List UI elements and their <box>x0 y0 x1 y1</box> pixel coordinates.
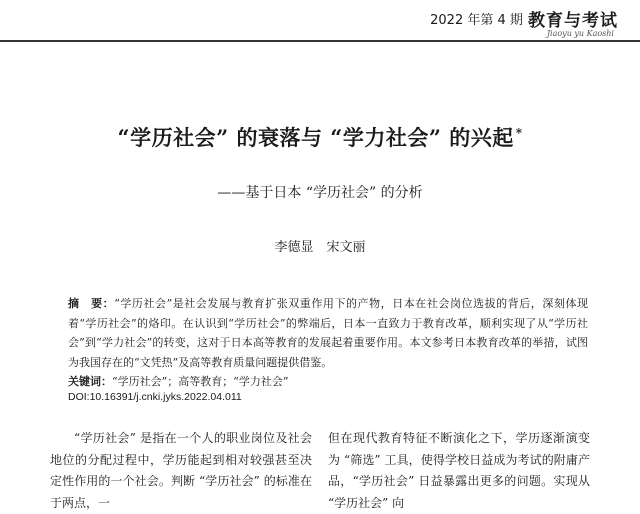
keywords-text: “学历社会”；高等教育；“学力社会” <box>112 375 289 388</box>
title-footnote-mark: * <box>515 126 523 140</box>
issue-number: 2022 年第 4 期 <box>430 13 523 28</box>
journal-header <box>430 6 618 38</box>
article-title <box>0 122 640 152</box>
journal-pinyin: Jiaoyu yu Kaoshi <box>546 29 614 38</box>
header-rule <box>0 40 640 42</box>
abstract-label: 摘 要： <box>68 297 115 310</box>
keywords <box>68 372 588 391</box>
body-column-left: “学历社会” 是指在一个人的职业岗位及社会地位的分配过程中，学历能起到相对较强甚至决定性作用的一个社会。判断 “学历社会” 的标准在于两点，一 <box>50 431 312 510</box>
keywords-label: 关键词： <box>68 375 112 388</box>
article-subtitle: ——基于日本 “学历社会” 的分析 <box>217 185 423 201</box>
author-list: 李德显 宋文丽 <box>274 240 366 255</box>
doi: DOI:10.16391/j.cnki.jyks.2022.04.011 <box>68 391 242 403</box>
abstract-text: “学历社会”是社会发展与教育扩张双重作用下的产物，日本在社会岗位选拔的背后，深刻体现着“学历社会”的烙印。在认识到“学历社会”的弊端后，日本一直致力于教育改革，顺利实现了从“学历社会”到“学力社会”的转变，这对于日本高等教育的发展起着重要作用。本文参考日本教育改革的举措，试图为我国存在的“文凭热”及高等教育质量问题提供借鉴。 <box>68 297 588 369</box>
article-title-text: “学历社会” 的衰落与 “学力社会” 的兴起 <box>117 125 514 150</box>
abstract <box>68 294 588 372</box>
body-column-right: 但在现代教育特征不断演化之下，学历逐渐演变为 “筛选” 工具，使得学校日益成为考试的附庸产品，“学历社会” 日益暴露出更多的问题。实现从 “学历社会” 向 <box>328 431 590 510</box>
journal-name: 教育与考试 <box>528 11 618 31</box>
